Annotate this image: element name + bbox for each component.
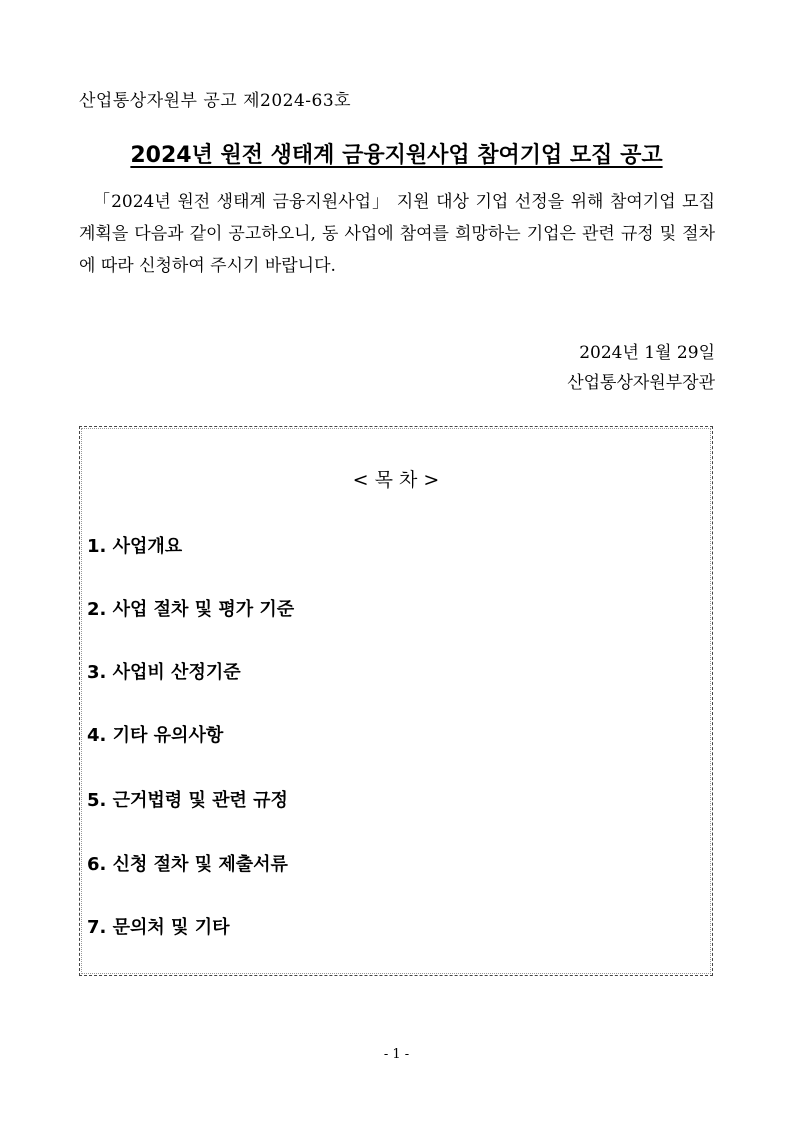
toc-item-cost-criteria: 3. 사업비 산정기준 <box>87 662 241 683</box>
notice-number: 산업통상자원부 공고 제2024-63호 <box>79 91 352 111</box>
toc-item-legal-basis: 5. 근거법령 및 관련 규정 <box>87 790 288 811</box>
intro-paragraph: 「2024년 원전 생태계 금융지원사업」 지원 대상 기업 선정을 위해 참여기업 모집 계획을 다음과 같이 공고하오니, 동 사업에 참여를 희망하는 기업은 관련 규정 및 절차에 따라 신청하여 주시기 바랍니다. <box>79 192 715 276</box>
document-title-text: 2024년 원전 생태계 금융지원사업 참여기업 모집 공고 <box>130 143 663 168</box>
document-title <box>0 138 793 169</box>
page-number: - 1 - <box>383 1047 410 1062</box>
issuer-name: 산업통상자원부장관 <box>567 373 715 393</box>
toc-item-business-overview: 1. 사업개요 <box>87 536 183 557</box>
toc-item-procedure-criteria: 2. 사업 절차 및 평가 기준 <box>87 599 295 620</box>
toc-item-application-documents: 6. 신청 절차 및 제출서류 <box>87 854 288 875</box>
toc-item-notes: 4. 기타 유의사항 <box>87 725 224 746</box>
toc-heading: < 목 차 > <box>352 469 440 491</box>
table-of-contents <box>79 426 713 976</box>
notice-date: 2024년 1월 29일 <box>579 343 715 363</box>
toc-item-contact: 7. 문의처 및 기타 <box>87 917 230 938</box>
